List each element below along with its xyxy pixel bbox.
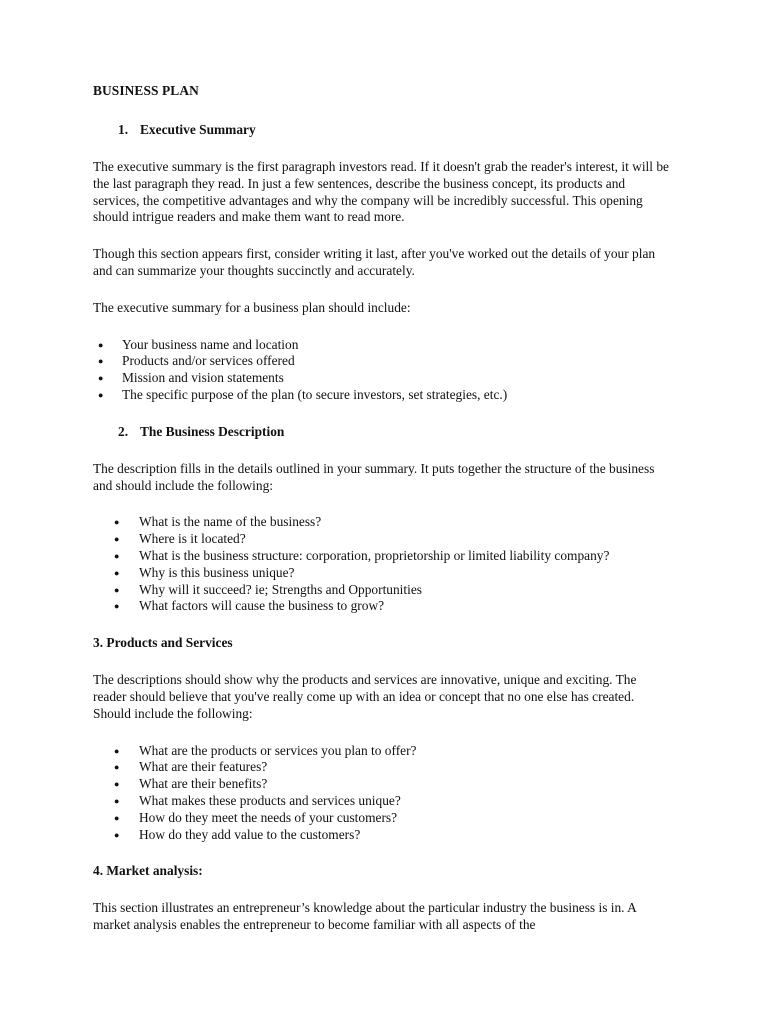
list-item [93,353,673,370]
bullet-list [93,337,673,404]
section-heading-executive-summary [93,122,673,139]
list-item [93,827,673,844]
section-title: The Business Description [140,423,285,439]
list-item-text: What are the products or services you plan to offer? [139,742,417,758]
list-item [93,582,673,599]
section-heading-products-services: 3. Products and Services [93,635,233,651]
paragraph: The executive summary is the first paragraph investors read. If it doesn't grab the reader's interest, it will be the last paragraph they read. In just a few sentences, describe the business concept, its products and services, the competitive advantages and why the company will be incredibly successful. This opening should intrigue readers and make them want to read more. [93,159,669,225]
bullet-icon: ● [98,373,104,384]
bullet-icon: ● [114,584,120,595]
bullet-icon: ● [114,567,120,578]
list-item-text: How do they meet the needs of your customers? [139,809,398,825]
paragraph: The description fills in the details outlined in your summary. It puts together the structure of the business and should include the following: [93,460,655,493]
list-item [93,598,673,615]
list-item [93,514,673,531]
list-item-text: What is the name of the business? [139,514,322,530]
bullet-icon: ● [114,550,120,561]
paragraph: Though this section appears first, consider writing it last, after you've worked out the details of your plan and can summarize your thoughts succinctly and accurately. [93,246,656,278]
list-item-text: What are their benefits? [139,776,268,792]
list-item-text: Mission and vision statements [122,370,284,386]
list-item-text: Why is this business unique? [139,564,295,580]
list-item [93,776,673,793]
bullet-icon: ● [114,762,120,773]
bullet-icon: ● [98,339,104,350]
bullet-icon: ● [114,601,120,612]
document-title: BUSINESS PLAN [93,83,199,98]
bullet-icon: ● [114,779,120,790]
bullet-list [93,514,673,615]
section-heading-market-analysis: 4. Market analysis: [93,863,203,879]
list-item-text: Where is it located? [139,531,246,547]
list-item [93,387,673,404]
bullet-icon: ● [114,517,120,528]
bullet-icon: ● [114,829,120,840]
list-item-text: The specific purpose of the plan (to secure investors, set strategies, etc.) [122,386,508,402]
list-item-text: How do they add value to the customers? [139,826,361,842]
list-item-text: Your business name and location [122,336,299,352]
list-item [93,370,673,387]
section-number: 2. [118,423,129,439]
list-item [93,759,673,776]
list-item-text: What are their features? [139,759,268,775]
bullet-icon: ● [114,795,120,806]
list-item-text: Products and/or services offered [122,353,295,369]
bullet-icon: ● [98,389,104,400]
document-page [93,83,673,934]
bullet-icon: ● [98,356,104,367]
list-item [93,810,673,827]
list-item [93,337,673,354]
bullet-icon: ● [114,745,120,756]
list-item-text: What is the business structure: corporation, proprietorship or limited liability company? [139,547,610,563]
paragraph: The executive summary for a business plan should include: [93,299,411,315]
paragraph: The descriptions should show why the products and services are innovative, unique and exciting. The reader should believe that you've really come up with an idea or concept that no one else has created. Should include the following: [93,672,637,721]
bullet-icon: ● [114,812,120,823]
list-item [93,565,673,582]
list-item-text: Why will it succeed? ie; Strengths and Opportunities [139,581,423,597]
section-heading-business-description [93,424,673,441]
list-item [93,793,673,810]
list-item [93,548,673,565]
paragraph: This section illustrates an entrepreneur’s knowledge about the particular industry the business is in. A market analysis enables the entrepreneur to become familiar with all aspects of the [93,900,637,933]
list-item-text: What makes these products and services unique? [139,792,401,808]
section-title: Executive Summary [140,122,256,137]
bullet-icon: ● [114,534,120,545]
bullet-list [93,743,673,844]
list-item [93,743,673,760]
list-item [93,531,673,548]
list-item-text: What factors will cause the business to grow? [139,598,385,614]
section-number: 1. [118,122,129,137]
